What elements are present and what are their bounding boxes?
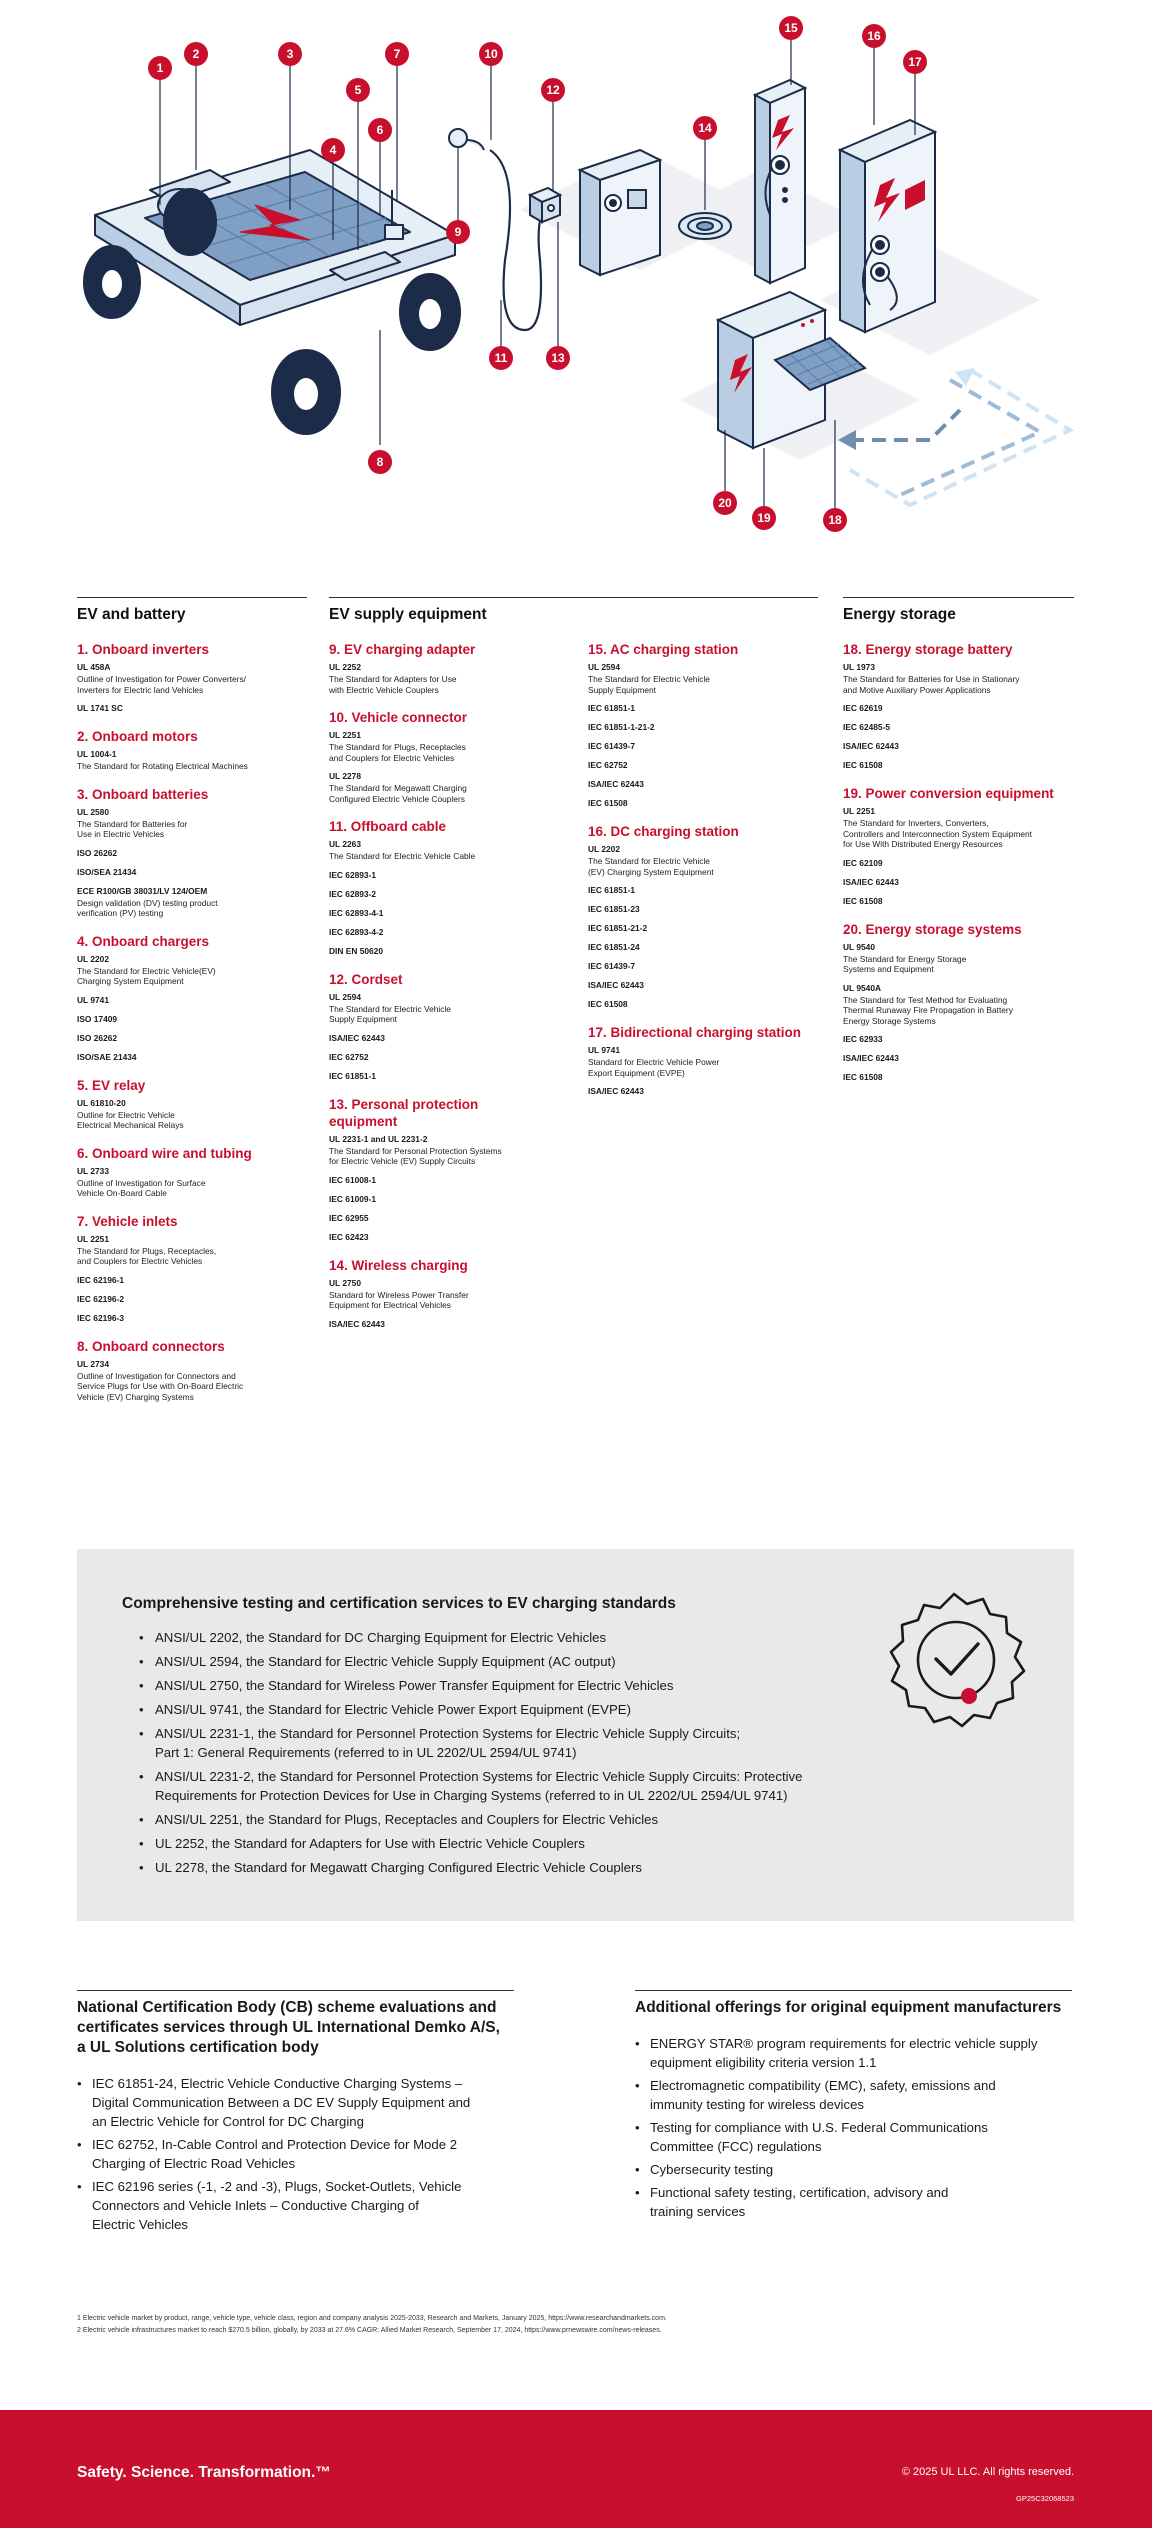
svg-text:15: 15	[784, 21, 798, 35]
standard-code: UL 61810-20	[77, 1097, 126, 1108]
standard-code: IEC 62109	[843, 857, 883, 868]
svg-text:8: 8	[376, 455, 384, 469]
svg-text:14: 14	[698, 121, 712, 135]
standard-entry	[77, 1294, 307, 1305]
standard-section	[588, 823, 818, 1010]
standard-entry	[77, 995, 307, 1006]
svg-text:17: 17	[908, 55, 922, 69]
column-energy-storage	[843, 597, 1074, 1091]
svg-text:11: 11	[494, 351, 508, 365]
svg-text:13: 13	[551, 351, 565, 365]
standard-entry	[329, 771, 559, 804]
footnotes	[77, 2313, 1077, 2337]
section-title: 5. EV relay	[77, 1077, 146, 1093]
standard-entry	[329, 1194, 559, 1205]
callout-15	[779, 16, 803, 40]
standard-section	[77, 728, 307, 772]
standard-code: DIN EN 50620	[329, 945, 383, 956]
standard-description: The Standard for Inverters, Converters, Controllers and Interconnection System Equipment for Use With Distributed Energy Resources	[843, 818, 1033, 849]
standard-code: IEC 61508	[843, 760, 883, 770]
standard-code: UL 2750	[329, 1277, 361, 1288]
standard-entry	[77, 867, 307, 878]
standard-description: The Standard for Rotating Electrical Machines	[77, 761, 248, 771]
standard-section	[77, 1145, 307, 1199]
standard-code: UL 9540A	[843, 982, 882, 993]
standard-entry	[588, 885, 818, 896]
standard-entry	[843, 896, 1074, 907]
standard-entry	[588, 703, 818, 714]
standard-code: IEC 62893-4-2	[329, 926, 384, 937]
standard-entry	[843, 983, 1074, 1027]
standard-code: IEC 61508	[843, 1072, 883, 1082]
section-title: 10. Vehicle connector	[329, 710, 468, 725]
standard-code: UL 2733	[77, 1165, 109, 1176]
standard-entry	[329, 1319, 559, 1330]
standard-section	[77, 1213, 307, 1324]
standard-code: ISO 26262	[77, 847, 118, 858]
standard-code: IEC 61851-23	[588, 904, 640, 914]
standard-code: ISA/IEC 62443	[588, 1086, 644, 1096]
standard-code: UL 1973	[843, 662, 875, 672]
svg-text:6: 6	[376, 123, 384, 137]
standard-code: ISA/IEC 62443	[588, 980, 644, 990]
standard-entry	[843, 722, 1074, 733]
standard-entry	[329, 1213, 559, 1224]
standard-entry	[843, 1053, 1074, 1064]
section-title: 19. Power conversion equipment	[843, 786, 1054, 801]
standard-entry	[588, 1045, 818, 1078]
standard-section	[77, 786, 307, 919]
standard-description: The Standard for Electric Vehicle Supply Equipment	[588, 674, 710, 695]
callout-18	[823, 508, 847, 532]
standard-section	[77, 1338, 307, 1403]
standard-entry	[329, 730, 559, 763]
dc-charging-station	[840, 120, 935, 332]
testing-standard-item: • ANSI/UL 2750, the Standard for Wireless Power Transfer Equipment for Electric Vehicles	[139, 1676, 879, 1695]
standard-description: The Standard for Plugs, Receptacles, and Couplers for Electric Vehicles	[77, 1245, 217, 1266]
callout-20	[713, 491, 737, 515]
testing-standard-item: • ANSI/UL 9741, the Standard for Electric Vehicle Power Export Equipment (EVPE)	[139, 1700, 879, 1719]
section-title: 8. Onboard connectors	[77, 1338, 225, 1354]
callout-2	[184, 42, 208, 66]
standard-code: IEC 62893-2	[329, 888, 377, 899]
standard-section	[329, 818, 559, 957]
section-title: 3. Onboard batteries	[77, 786, 209, 802]
section-title: 2. Onboard motors	[77, 729, 198, 744]
standard-entry	[588, 904, 818, 915]
svg-text:7: 7	[393, 47, 401, 61]
standard-entry	[588, 961, 818, 972]
callout-5	[346, 78, 370, 102]
standard-entry	[77, 1166, 307, 1199]
standard-code: UL 1004-1	[77, 749, 117, 759]
standard-entry	[77, 1275, 307, 1286]
standard-entry	[588, 844, 818, 877]
svg-text:16: 16	[867, 29, 881, 43]
ev-charging-adapter	[449, 129, 484, 150]
testing-standard-item: • ANSI/UL 2231-1, the Standard for Personnel Protection Systems for Electric Vehicle Supply Circuits; Part 1: General Requirements (referred to in UL 2202/UL 2594/UL 9741)	[139, 1724, 879, 1762]
callout-6	[368, 118, 392, 142]
standard-code: IEC 62423	[329, 1231, 369, 1242]
standard-entry	[588, 662, 818, 695]
standard-code: IEC 61508	[843, 895, 883, 906]
standard-code: ISA/IEC 62443	[329, 1318, 385, 1329]
standard-code: ISA/IEC 62443	[843, 741, 899, 751]
callout-9	[446, 220, 470, 244]
section-title: 15. AC charging station	[588, 642, 739, 657]
standard-entry	[329, 992, 559, 1025]
column-ev-and-battery	[77, 597, 307, 1410]
standard-code: UL 2594	[329, 991, 361, 1002]
cb-scheme-title: National Certification Body (CB) scheme evaluations and certificates services through UL International Demko A/S, a UL Solutions certification body	[77, 1999, 500, 2056]
standard-description: The Standard for Electric Vehicle Supply Equipment	[329, 1003, 451, 1024]
standard-code: ISA/IEC 62443	[588, 779, 644, 789]
standard-entry	[843, 741, 1074, 752]
footnote: 1 Electric vehicle market by product, range, vehicle type, vehicle class, region and company analysis 2025-2033, Research and Markets, January 2025, https://www.researchandmarkets.com.	[77, 2315, 667, 2322]
standard-code: UL 2252	[329, 662, 361, 672]
standard-code: ISO 26262	[77, 1032, 118, 1043]
callout-7	[385, 42, 409, 66]
standard-entry	[77, 954, 307, 987]
standard-code: UL 458A	[77, 662, 111, 672]
standard-description: The Standard for Personal Protection Systems for Electric Vehicle (EV) Supply Circuits	[329, 1145, 502, 1166]
divider	[77, 1990, 514, 1991]
callout-19	[752, 506, 776, 530]
section-title: 1. Onboard inverters	[77, 642, 210, 657]
standard-code: UL 2202	[588, 844, 620, 854]
oem-offerings-list	[635, 2034, 1072, 2221]
standard-entry	[588, 722, 818, 733]
standard-entry	[843, 877, 1074, 888]
standard-code: IEC 62196-3	[77, 1312, 125, 1323]
standard-entry	[843, 760, 1074, 771]
standard-code: UL 2251	[843, 806, 875, 816]
column-ev-supply-equipment	[329, 597, 818, 627]
footnote: 2 Electric vehicle infrastructures market to reach $270.5 billion, globally, by 2033 at 27.6% CAGR: Allied Market Research, September 17, 2024, https://www.prnewswire.com/news-releases.	[77, 2327, 662, 2334]
standard-description: The Standard for Adapters for Use with Electric Vehicle Couplers	[329, 674, 457, 695]
standard-entry	[329, 889, 559, 900]
ac-charging-station	[755, 80, 805, 283]
callout-1	[148, 56, 172, 80]
oem-offering-item: • Electromagnetic compatibility (EMC), safety, emissions and immunity testing for wireless devices	[635, 2076, 1072, 2114]
testing-services-title: Comprehensive testing and certification services to EV charging standards	[122, 1595, 676, 1612]
standard-code: IEC 61009-1	[329, 1193, 377, 1204]
testing-standard-item: • ANSI/UL 2251, the Standard for Plugs, Receptacles and Couplers for Electric Vehicles	[139, 1810, 879, 1829]
standard-code: IEC 61008-1	[329, 1174, 377, 1185]
testing-standard-item: • ANSI/UL 2202, the Standard for DC Charging Equipment for Electric Vehicles	[139, 1628, 879, 1647]
section-title: 7. Vehicle inlets	[77, 1213, 178, 1229]
standard-entry	[77, 1098, 307, 1131]
callout-4	[321, 138, 345, 162]
section-title: 18. Energy storage battery	[843, 642, 1013, 657]
testing-standard-item: • ANSI/UL 2594, the Standard for Electric Vehicle Supply Equipment (AC output)	[139, 1652, 879, 1671]
standard-entry	[588, 798, 818, 809]
standard-code: UL 9741	[77, 994, 109, 1005]
standard-section	[329, 641, 559, 695]
testing-standard-item: • ANSI/UL 2231-2, the Standard for Personnel Protection Systems for Electric Vehicle Supply Circuits: Protective Requirements for Protection Devices for Use in Charging Systems (referred to in UL 2202/UL 2594/UL 9741)	[139, 1767, 879, 1805]
standard-section	[329, 1096, 559, 1243]
standard-code: IEC 61508	[588, 999, 628, 1009]
standard-description: The Standard for Megawatt Charging Configured Electric Vehicle Couplers	[329, 783, 467, 804]
section-title: 9. EV charging adapter	[329, 642, 476, 657]
standard-code: IEC 62955	[329, 1212, 369, 1223]
standard-entry	[843, 942, 1074, 975]
standard-entry	[329, 1052, 559, 1063]
standard-code: IEC 62485-5	[843, 722, 891, 732]
standard-entry	[588, 923, 818, 934]
column-heading: Energy storage	[843, 597, 1074, 627]
standard-section	[588, 1024, 818, 1097]
standard-code: IEC 61851-1-21-2	[588, 722, 655, 732]
standard-code: ISO/SEA 21434	[77, 866, 137, 877]
svg-text:12: 12	[546, 83, 560, 97]
standard-entry	[77, 1033, 307, 1044]
standard-entry	[588, 741, 818, 752]
offboard-cable	[490, 150, 548, 330]
standard-code: ISO/SAE 21434	[77, 1051, 137, 1062]
standard-description: The Standard for Test Method for Evaluating Thermal Runaway Fire Propagation in Battery Energy Storage Systems	[843, 994, 1013, 1026]
cb-scheme-item: • IEC 62196 series (-1, -2 and -3), Plugs, Socket-Outlets, Vehicle Connectors and Vehicle Inlets – Conductive Charging of Electric Vehicles	[77, 2177, 514, 2234]
standard-description: The Standard for Electric Vehicle (EV) Charging System Equipment	[588, 856, 714, 877]
standard-entry	[77, 703, 307, 714]
standard-entry	[329, 1134, 559, 1167]
standard-code: IEC 61851-1	[588, 703, 636, 713]
standard-description: The Standard for Batteries for Use in Stationary and Motive Auxiliary Power Applications	[843, 674, 1020, 695]
standard-code: IEC 62893-4-1	[329, 907, 384, 918]
footer-tagline: Safety. Science. Transformation.™	[77, 2464, 331, 2481]
standard-entry	[77, 1234, 307, 1267]
standard-entry	[843, 1034, 1074, 1045]
standard-entry	[77, 662, 307, 695]
standard-entry	[588, 1086, 818, 1097]
standard-description: The Standard for Plugs, Receptacles and Couplers for Electric Vehicles	[329, 742, 466, 763]
standard-code: UL 2202	[77, 953, 109, 964]
footer-document-id: GP25C32068523	[1016, 2494, 1074, 2503]
standard-code: UL 2734	[77, 1358, 109, 1369]
callout-16	[862, 24, 886, 48]
standard-section	[329, 709, 559, 804]
standard-entry	[329, 927, 559, 938]
section-title: 17. Bidirectional charging station	[588, 1025, 802, 1040]
callout-11	[489, 346, 513, 370]
section-title: 16. DC charging station	[588, 824, 739, 839]
standard-description: Outline of Investigation for Surface Vehicle On-Board Cable	[77, 1177, 206, 1198]
standard-section	[843, 921, 1074, 1084]
standard-entry	[843, 858, 1074, 869]
svg-text:10: 10	[484, 47, 498, 61]
certification-badge-icon	[874, 1582, 1034, 1742]
standard-code: UL 2231-1 and UL 2231-2	[329, 1133, 428, 1144]
standard-section	[329, 971, 559, 1082]
column-heading: EV supply equipment	[329, 597, 818, 627]
svg-text:1: 1	[156, 61, 164, 75]
standard-code: IEC 61851-1	[588, 885, 636, 895]
standard-section	[843, 785, 1074, 907]
standard-description: Outline of Investigation for Power Converters/ Inverters for Electric land Vehicles	[77, 674, 246, 695]
callout-13	[546, 346, 570, 370]
standard-entry	[843, 1072, 1074, 1083]
svg-text:19: 19	[757, 511, 771, 525]
standard-entry	[77, 1052, 307, 1063]
standard-entry	[77, 848, 307, 859]
footer-copyright: © 2025 UL LLC. All rights reserved.	[901, 2466, 1074, 2478]
standard-section	[77, 1077, 307, 1131]
oem-offering-item: • Testing for compliance with U.S. Federal Communications Committee (FCC) regulations	[635, 2118, 1072, 2156]
cordset-control-box	[530, 188, 560, 222]
standard-entry	[77, 1014, 307, 1025]
standard-entry	[588, 760, 818, 771]
standard-code: ISO 17409	[77, 1013, 118, 1024]
section-title: 6. Onboard wire and tubing	[77, 1145, 252, 1161]
standard-entry	[843, 806, 1074, 850]
testing-standard-item: • UL 2252, the Standard for Adapters for Use with Electric Vehicle Couplers	[139, 1834, 879, 1853]
standard-code: ISA/IEC 62443	[843, 876, 899, 887]
standard-description: The Standard for Energy Storage Systems and Equipment	[843, 953, 967, 974]
section-title: 4. Onboard chargers	[77, 933, 210, 949]
standard-code: ECE R100/GB 38031/LV 124/OEM	[77, 885, 208, 896]
svg-text:5: 5	[354, 83, 362, 97]
callout-10	[479, 42, 503, 66]
wireless-charging-pad	[679, 213, 731, 239]
standard-code: UL 2251	[77, 1233, 109, 1244]
cb-scheme-item: • IEC 62752, In-Cable Control and Protection Device for Mode 2 Charging of Electric Road Vehicles	[77, 2135, 514, 2173]
standard-entry	[843, 703, 1074, 714]
standard-description: The Standard for Electric Vehicle(EV) Charging System Equipment	[77, 965, 216, 986]
callout-3	[278, 42, 302, 66]
standard-code: IEC 61508	[588, 798, 628, 808]
footer	[0, 2410, 1152, 2528]
oem-offering-item: • Cybersecurity testing	[635, 2160, 1072, 2179]
standard-description: Outline of Investigation for Connectors and Service Plugs for Use with On-Board Electric Vehicle (EV) Charging Systems	[77, 1370, 244, 1402]
standard-entry	[329, 662, 559, 695]
svg-text:20: 20	[718, 496, 732, 510]
standard-entry	[77, 1313, 307, 1324]
callout-12	[541, 78, 565, 102]
standard-description: The Standard for Batteries for Use in Electric Vehicles	[77, 818, 188, 839]
standard-entry	[77, 886, 307, 919]
standard-entry	[329, 870, 559, 881]
oem-offerings-title: Additional offerings for original equipment manufacturers	[635, 1999, 1062, 2016]
svg-text:4: 4	[329, 143, 337, 157]
standard-entry	[329, 1278, 559, 1311]
testing-services-panel	[77, 1549, 1074, 1921]
standard-description: Standard for Electric Vehicle Power Export Equipment (EVPE)	[588, 1057, 720, 1078]
standard-entry	[329, 1071, 559, 1082]
standard-code: IEC 62752	[329, 1051, 369, 1062]
standard-description: Outline for Electric Vehicle Electrical Mechanical Relays	[77, 1109, 184, 1130]
standard-entry	[329, 1033, 559, 1044]
testing-standard-item: • UL 2278, the Standard for Megawatt Charging Configured Electric Vehicle Couplers	[139, 1858, 879, 1877]
callout-14	[693, 116, 717, 140]
ev-chassis	[84, 150, 460, 434]
standard-section	[843, 641, 1074, 771]
standard-code: UL 2278	[329, 771, 361, 781]
standard-code: UL 2251	[329, 730, 361, 740]
standard-code: UL 1741 SC	[77, 703, 123, 713]
standard-entry	[77, 749, 307, 772]
divider	[635, 1990, 1072, 1991]
cb-scheme-section	[77, 1990, 514, 2238]
standard-entry	[329, 1175, 559, 1186]
column-ev-supply-right	[588, 627, 818, 1105]
column-heading: EV and battery	[77, 597, 307, 627]
standard-section	[329, 1257, 559, 1330]
standard-entry	[329, 839, 559, 862]
standard-description: Standard for Wireless Power Transfer Equipment for Electrical Vehicles	[329, 1289, 469, 1310]
standard-code: ISA/IEC 62443	[843, 1053, 899, 1063]
standard-section	[588, 641, 818, 809]
standard-code: IEC 62619	[843, 703, 883, 713]
standard-code: IEC 62933	[843, 1034, 883, 1044]
standard-entry	[329, 1232, 559, 1243]
column-ev-supply-left	[329, 627, 559, 1338]
standard-code: UL 2594	[588, 662, 620, 672]
wall-box-charger	[580, 150, 660, 275]
svg-text:3: 3	[286, 47, 294, 61]
standard-entry	[843, 662, 1074, 695]
callout-8	[368, 450, 392, 474]
standard-code: UL 2263	[329, 839, 361, 849]
oem-offering-item: • Functional safety testing, certification, advisory and training services	[635, 2183, 1072, 2221]
cb-scheme-item: • IEC 61851-24, Electric Vehicle Conductive Charging Systems – Digital Communication Between a DC EV Supply Equipment and an Electric Vehicle for Control for DC Charging	[77, 2074, 514, 2131]
standard-description: The Standard for Electric Vehicle Cable	[329, 851, 476, 861]
section-title: 20. Energy storage systems	[843, 921, 1022, 937]
standard-code: UL 9741	[588, 1045, 620, 1055]
section-title: 11. Offboard cable	[329, 819, 447, 834]
svg-text:9: 9	[454, 225, 462, 239]
standard-entry	[588, 999, 818, 1010]
section-title: 14. Wireless charging	[329, 1257, 468, 1273]
standard-section	[77, 933, 307, 1063]
standard-code: IEC 62893-1	[329, 869, 377, 880]
section-title: 12. Cordset	[329, 971, 403, 987]
standard-code: IEC 62196-1	[77, 1274, 125, 1285]
svg-text:2: 2	[192, 47, 200, 61]
standard-entry	[329, 946, 559, 957]
standard-code: IEC 61851-24	[588, 942, 640, 952]
standard-code: IEC 61439-7	[588, 741, 636, 751]
callout-17	[903, 50, 927, 74]
standard-entry	[588, 980, 818, 991]
standard-code: IEC 61439-7	[588, 961, 636, 971]
oem-offering-item: • ENERGY STAR® program requirements for electric vehicle supply equipment eligibility criteria version 1.1	[635, 2034, 1072, 2072]
oem-offerings-section	[635, 1990, 1072, 2225]
standard-entry	[588, 942, 818, 953]
standard-description: Design validation (DV) testing product verification (PV) testing	[77, 897, 218, 918]
cb-scheme-list	[77, 2074, 514, 2234]
standard-entry	[77, 1359, 307, 1403]
standard-entry	[329, 908, 559, 919]
section-title: 13. Personal protection equipment	[329, 1096, 479, 1129]
standard-section	[77, 641, 307, 714]
testing-services-list	[139, 1628, 879, 1882]
standard-code: IEC 62196-2	[77, 1293, 125, 1304]
standard-code: ISA/IEC 62443	[329, 1032, 385, 1043]
standard-entry	[588, 779, 818, 790]
standard-code: IEC 61851-1	[329, 1070, 377, 1081]
standard-code: UL 9540	[843, 941, 875, 952]
svg-text:18: 18	[828, 513, 842, 527]
ev-ecosystem-illustration	[0, 0, 1152, 560]
standard-entry	[77, 807, 307, 840]
standard-code: IEC 61851-21-2	[588, 923, 648, 933]
standard-code: UL 2580	[77, 806, 109, 817]
standard-code: IEC 62752	[588, 760, 628, 770]
